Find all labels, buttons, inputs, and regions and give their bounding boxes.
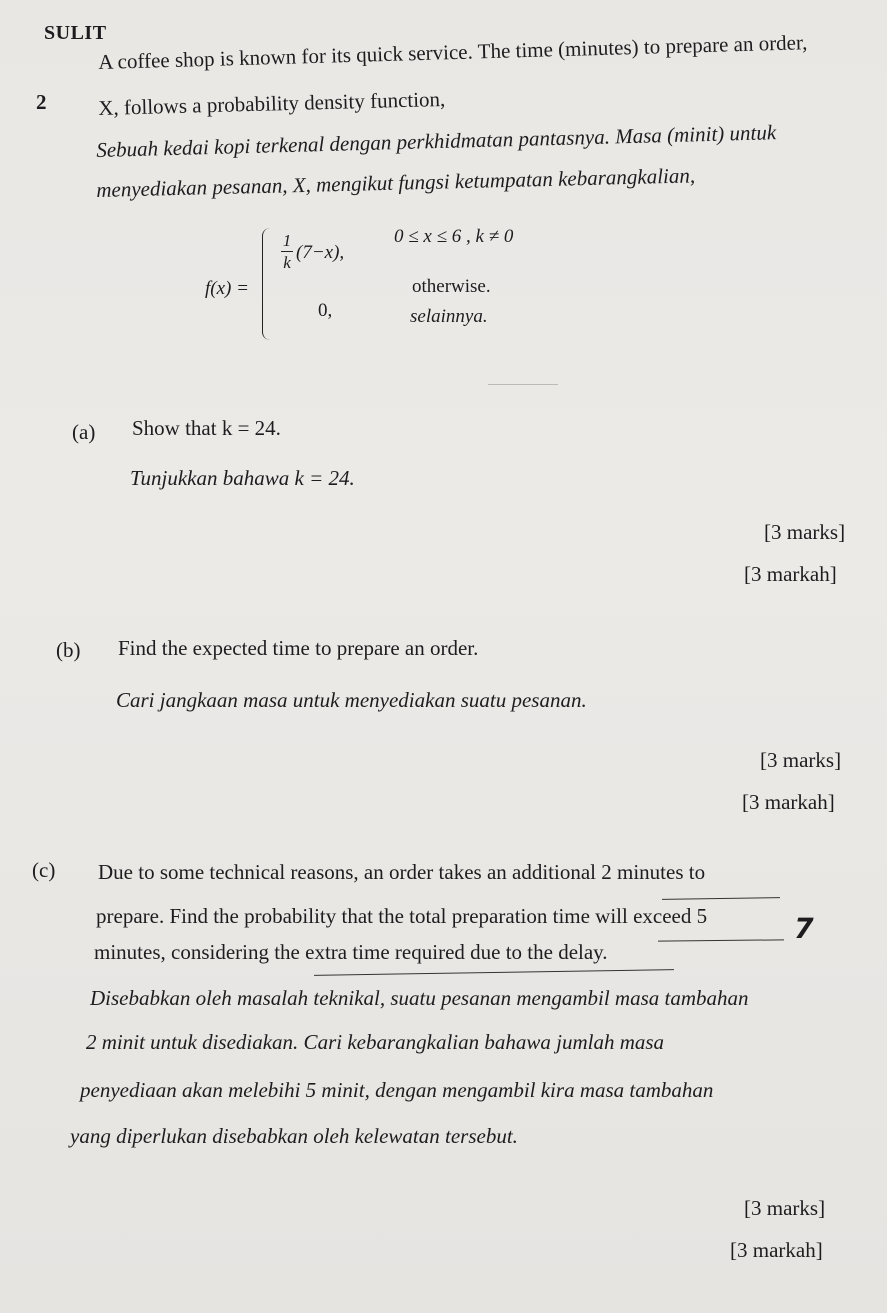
part-c-text-ms-3: penyediaan akan melebihi 5 minit, dengan mengambil kira masa tambahan <box>80 1078 714 1102</box>
handwritten-underline-3 <box>314 969 674 976</box>
part-c-marks-ms: [3 markah] <box>730 1238 823 1262</box>
part-c-text-en-3: minutes, considering the extra time required due to the delay. <box>94 940 608 964</box>
handwritten-check-mark: 7 <box>790 912 817 945</box>
pdf-case1-expression: (7−x), <box>296 242 345 263</box>
part-b-text-ms: Cari jangkaan masa untuk menyediakan suatu pesanan. <box>116 688 587 712</box>
part-a-marks-en: [3 marks] <box>764 520 846 544</box>
pdf-case2-condition-ms: selainnya. <box>410 306 488 327</box>
part-a-text-ms: Tunjukkan bahawa k = 24. <box>130 466 355 490</box>
question-number: 2 <box>36 90 47 114</box>
part-b-text-en: Find the expected time to prepare an order. <box>118 636 479 660</box>
faint-divider <box>488 384 558 385</box>
part-b-marks-en: [3 marks] <box>760 748 842 772</box>
intro-en-line-1: A coffee shop is known for its quick service. The time (minutes) to prepare an order, <box>98 30 808 74</box>
pdf-frac-denominator: k <box>283 253 291 272</box>
pdf-frac-numerator: 1 <box>282 231 292 250</box>
part-c-marks-en: [3 marks] <box>744 1196 826 1220</box>
part-a-label: (a) <box>72 420 96 444</box>
pdf-fraction <box>281 232 293 271</box>
handwritten-underline-2 <box>658 939 784 941</box>
page-header-sulit: SULIT <box>44 22 107 44</box>
intro-en-line-2: X, follows a probability density function, <box>98 86 446 120</box>
pdf-case2-condition-en: otherwise. <box>412 276 491 297</box>
handwritten-underline-1 <box>662 897 780 900</box>
part-c-text-ms-1: Disebabkan oleh masalah teknikal, suatu pesanan mengambil masa tambahan <box>90 986 749 1010</box>
intro-ms-line-2: menyediakan pesanan, X, mengikut fungsi ketumpatan kebarangkalian, <box>96 163 696 202</box>
pdf-lhs: f(x) = <box>205 278 249 299</box>
pdf-case2-expression: 0, <box>318 300 333 321</box>
part-b-marks-ms: [3 markah] <box>742 790 835 814</box>
part-c-text-en-2: prepare. Find the probability that the total preparation time will exceed 5 <box>96 904 708 928</box>
part-c-label: (c) <box>32 858 56 882</box>
part-a-text-en: Show that k = 24. <box>132 416 281 440</box>
part-c-text-en-1: Due to some technical reasons, an order takes an additional 2 minutes to <box>98 860 706 884</box>
intro-ms-line-1: Sebuah kedai kopi terkenal dengan perkhidmatan pantasnya. Masa (minit) untuk <box>96 120 777 162</box>
pdf-brace <box>262 228 275 340</box>
part-b-label: (b) <box>56 638 81 662</box>
part-c-text-ms-2: 2 minit untuk disediakan. Cari kebarangkalian bahawa jumlah masa <box>86 1030 665 1054</box>
pdf-case1-condition: 0 ≤ x ≤ 6 , k ≠ 0 <box>394 226 514 247</box>
part-a-marks-ms: [3 markah] <box>744 562 837 586</box>
part-c-text-ms-4: yang diperlukan disebabkan oleh kelewatan tersebut. <box>70 1124 518 1148</box>
